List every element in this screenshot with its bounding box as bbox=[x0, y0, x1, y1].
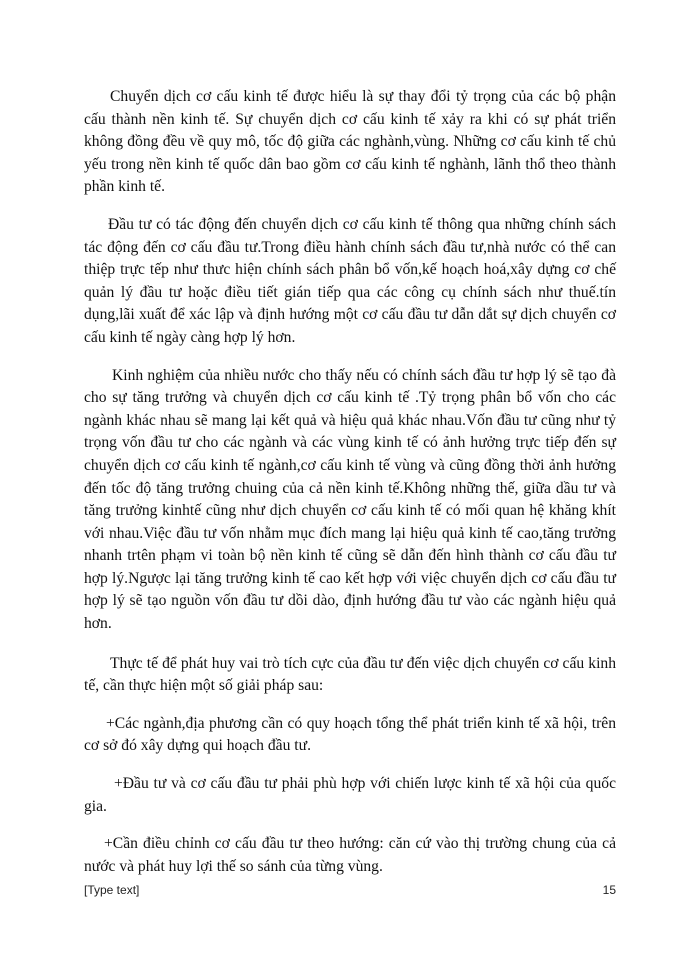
paragraph-4: Thực tế để phát huy vai trò tích cực của đầu tư đến việc dịch chuyển cơ cấu kinh tế, cần thực hiện một số giải pháp sau: bbox=[84, 654, 616, 695]
footer-placeholder-text: [Type text] bbox=[84, 883, 140, 897]
paragraph-2: Đầu tư có tác động đến chuyển dịch cơ cấu kinh tế thông qua những chính sách tác động đến cơ cấu đầu tư.Trong điều hành chính sách đầu tư,nhà nước có thể can thiệp trực tếp như thưc hiện chính sách phân bổ vốn,kế hoạch hoá,xây dựng cơ chế quản lý đầu tư hoặc điều tiết gián tiếp qua các công cụ chính sách như thuế.tín dụng,lãi xuất để xác lập và định hướng một cơ cấu đầu tư dẫn dắt sự dịch chuyển cơ cấu kinh tế ngày càng hợp lý hơn. bbox=[84, 215, 616, 346]
bullet-paragraph-1: +Các ngành,địa phương cần có quy hoạch tổng thể phát triển kinh tế xã hội, trên cơ sở đó xây dựng qui hoạch đầu tư. bbox=[84, 714, 616, 755]
paragraph-1: Chuyển dịch cơ cấu kinh tế được hiểu là sự thay đổi tỷ trọng của các bộ phận cấu thành nền kinh tế. Sự chuyển dịch cơ cấu kinh tế xảy ra khi có sự phát triển không đồng đều về quy mô, tốc độ giữa các nghành,vùng. Những cơ cấu kinh tế chủ yếu trong nền kinh tế quốc dân bao gồm cơ cấu kinh tế nghành, lãnh thổ theo thành phần kinh tế. bbox=[84, 88, 616, 196]
document-body bbox=[84, 86, 616, 878]
page-number: 15 bbox=[602, 883, 616, 897]
bullet-paragraph-2: +Đầu tư và cơ cấu đầu tư phải phù hợp với chiến lược kinh tế xã hội của quốc gia. bbox=[84, 775, 616, 815]
bullet-paragraph-3: +Cần điều chỉnh cơ cấu đầu tư theo hướng: căn cứ vào thị trường chung của cả nước và phát huy lợi thế so sánh của từng vùng. bbox=[84, 835, 616, 875]
paragraph-3: Kinh nghiệm của nhiều nước cho thấy nếu có chính sách đầu tư hợp lý sẽ tạo đà cho sự tăng trưởng và chuyển dịch cơ cấu kinh tế .Tỷ trọng phân bổ vốn cho các ngành khác nhau sẽ mang lại kết quả và hiệu quả khác nhau.Vốn đầu tư cũng như tỷ trọng vốn đầu tư cho các ngành và các vùng kinh tế có ảnh hưởng trực tiếp đến sự chuyển dịch cơ cấu kinh tế ngành,cơ cấu kinh tế vùng và cũng đồng thời ảnh hưởng đến tốc độ tăng trưởng chuing của cả nền kinh tế.Không những thế, giữa dầu tư và tăng trưởng kinhtế cũng như dịch chuyển cơ cấu kinh tế có mối quan hệ khăng khít với nhau.Việc đầu tư vốn nhằm mục đích mang lại hiệu quả kinh tế cao,tăng trưởng nhanh trtên phạm vi toàn bộ nền kinh tế cũng sẽ dẫn đến hình thành cơ cấu đầu tư hợp lý.Ngược lại tăng trưởng kinh tế cao kết hợp với việc chuyển dịch cơ cấu đầu tư hợp lý sẽ tạo nguồn vốn đầu tư dồi dào, định hướng đầu tư vào các ngành hiệu quả hơn. bbox=[84, 366, 616, 633]
